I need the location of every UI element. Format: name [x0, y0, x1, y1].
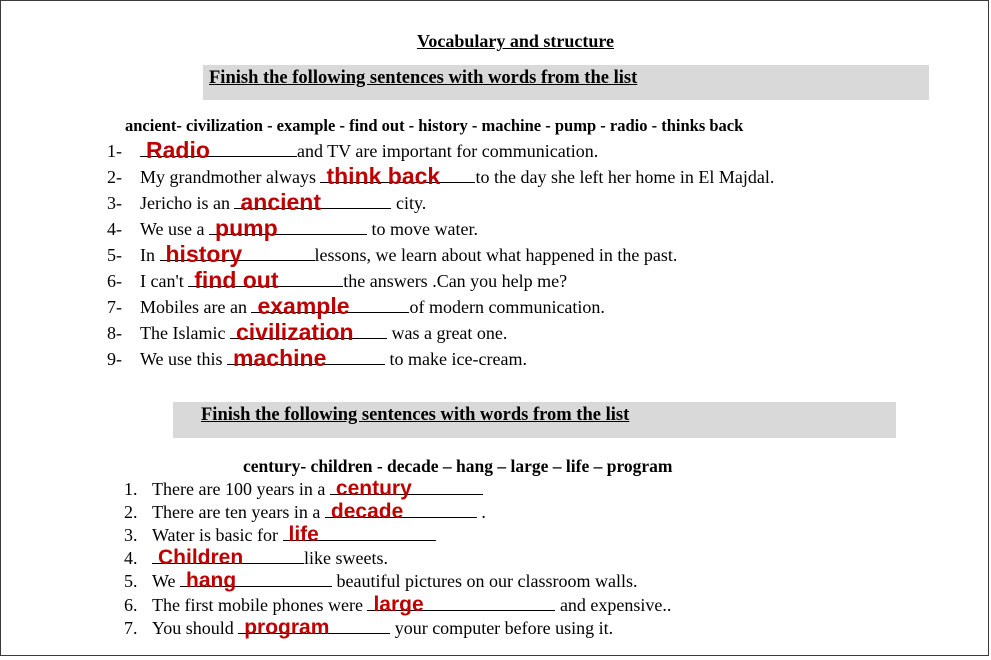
item-text-after: was a great one.: [386, 323, 508, 343]
item-number: 7.: [124, 618, 138, 638]
section1-instruction-banner: [203, 65, 929, 100]
answer: think back: [326, 163, 441, 189]
item-text-before: There are 100 years in a: [152, 479, 330, 499]
answer-blank: [180, 569, 332, 592]
s1-item-7: [107, 295, 605, 319]
section1-instruction: Finish the following sentences with words from the list: [209, 68, 638, 88]
answer-blank: [251, 293, 409, 319]
item-number: 4.: [124, 548, 138, 568]
item-number: 4-: [107, 219, 122, 239]
item-number: 8-: [107, 323, 122, 343]
item-text-before: Jericho is an: [140, 193, 235, 213]
s2-item-7: [124, 616, 613, 639]
item-text-after: .: [476, 502, 486, 522]
s2-item-5: [124, 569, 637, 592]
item-text-before: My grandmother always: [140, 167, 321, 187]
s1-item-3: [107, 191, 426, 215]
item-text-after: to make ice-cream.: [385, 349, 527, 369]
s1-item-8: [107, 321, 507, 345]
answer-blank: [325, 500, 477, 523]
s1-item-1: [107, 139, 598, 163]
section2-instruction-banner: [173, 402, 896, 438]
item-number: 1.: [124, 479, 138, 499]
item-number: 7-: [107, 297, 122, 317]
item-number: 5.: [124, 571, 138, 591]
answer-blank: [234, 189, 391, 215]
item-number: 5-: [107, 245, 122, 265]
answer: ancient: [240, 189, 322, 215]
answer-blank: [227, 345, 385, 371]
answer: hang: [186, 569, 237, 592]
answer-blank: [320, 163, 475, 189]
item-text-before: The Islamic: [140, 323, 230, 343]
item-text-before: We use this: [140, 349, 228, 369]
answer: decade: [330, 500, 404, 523]
item-number: 2-: [107, 167, 122, 187]
item-text-after: the answers .Can you help me?: [343, 271, 568, 291]
item-number: 6-: [107, 271, 122, 291]
s1-item-9: [107, 347, 527, 371]
item-text-after: beautiful pictures on our classroom walls.: [332, 571, 638, 591]
item-number: 3-: [107, 193, 122, 213]
s1-item-5: [107, 243, 677, 267]
item-text-after: like sweets.: [304, 548, 388, 568]
item-text-before: We use a: [140, 219, 210, 239]
item-text-after: and TV are important for communication.: [297, 141, 599, 161]
s1-item-2: [107, 165, 774, 189]
item-number: 9-: [107, 349, 122, 369]
answer: century: [335, 477, 412, 500]
item-text-after: and expensive..: [555, 595, 672, 615]
section2-instruction: Finish the following sentences with words from the list: [201, 405, 630, 425]
item-number: 1-: [107, 141, 122, 161]
answer: Radio: [146, 137, 210, 163]
item-text-after: city.: [391, 193, 427, 213]
worksheet-title: Vocabulary and structure: [416, 31, 614, 51]
s2-item-6: [124, 593, 671, 616]
item-text-after: of modern communication.: [409, 297, 605, 317]
item-text-before: Mobiles are an: [140, 297, 252, 317]
item-text-before: We: [152, 571, 181, 591]
item-text-after: your computer before using it.: [390, 618, 614, 638]
item-text-before: The first mobile phones were: [152, 595, 368, 615]
answer-blank: [152, 546, 304, 569]
answer-blank: [238, 616, 390, 639]
item-number: 6.: [124, 595, 138, 615]
answer-blank: [330, 477, 483, 500]
item-text-after: to move water.: [367, 219, 479, 239]
answer: machine: [233, 345, 327, 371]
answer: civilization: [235, 319, 354, 345]
item-number: 2.: [124, 502, 138, 522]
item-text-after: to the day she left her home in El Majdal.: [475, 167, 775, 187]
answer-blank: [188, 267, 343, 293]
s1-item-6: [107, 269, 567, 293]
answer-blank: [160, 241, 315, 267]
answer: program: [244, 616, 330, 639]
section1-word-list: ancient- civilization - example - find out - history - machine - pump - radio - thinks back: [125, 116, 744, 135]
answer: example: [257, 293, 350, 319]
answer-blank: [367, 593, 555, 616]
s2-item-1: [124, 477, 483, 500]
s2-item-2: [124, 500, 486, 523]
answer: find out: [194, 267, 279, 293]
item-text-before: I can't: [140, 271, 189, 291]
answer-blank: [230, 319, 387, 345]
item-text-before: There are ten years in a: [152, 502, 325, 522]
answer-blank: [209, 215, 367, 241]
item-text-before: You should: [152, 618, 239, 638]
answer: Children: [158, 546, 244, 569]
answer: history: [165, 241, 243, 267]
item-text-before: In: [140, 245, 160, 265]
answer-blank: [140, 137, 297, 163]
answer: life: [288, 523, 319, 546]
s1-item-4: [107, 217, 478, 241]
s2-item-4: [124, 546, 388, 569]
section2-word-list: century- children - decade – hang – large – life – program: [243, 456, 673, 476]
item-number: 3.: [124, 525, 138, 545]
answer: pump: [215, 215, 278, 241]
answer: large: [373, 593, 424, 616]
answer-blank: [283, 523, 436, 546]
item-text-after: lessons, we learn about what happened in the past.: [314, 245, 678, 265]
s2-item-3: [124, 523, 436, 546]
item-text-before: Water is basic for: [152, 525, 283, 545]
